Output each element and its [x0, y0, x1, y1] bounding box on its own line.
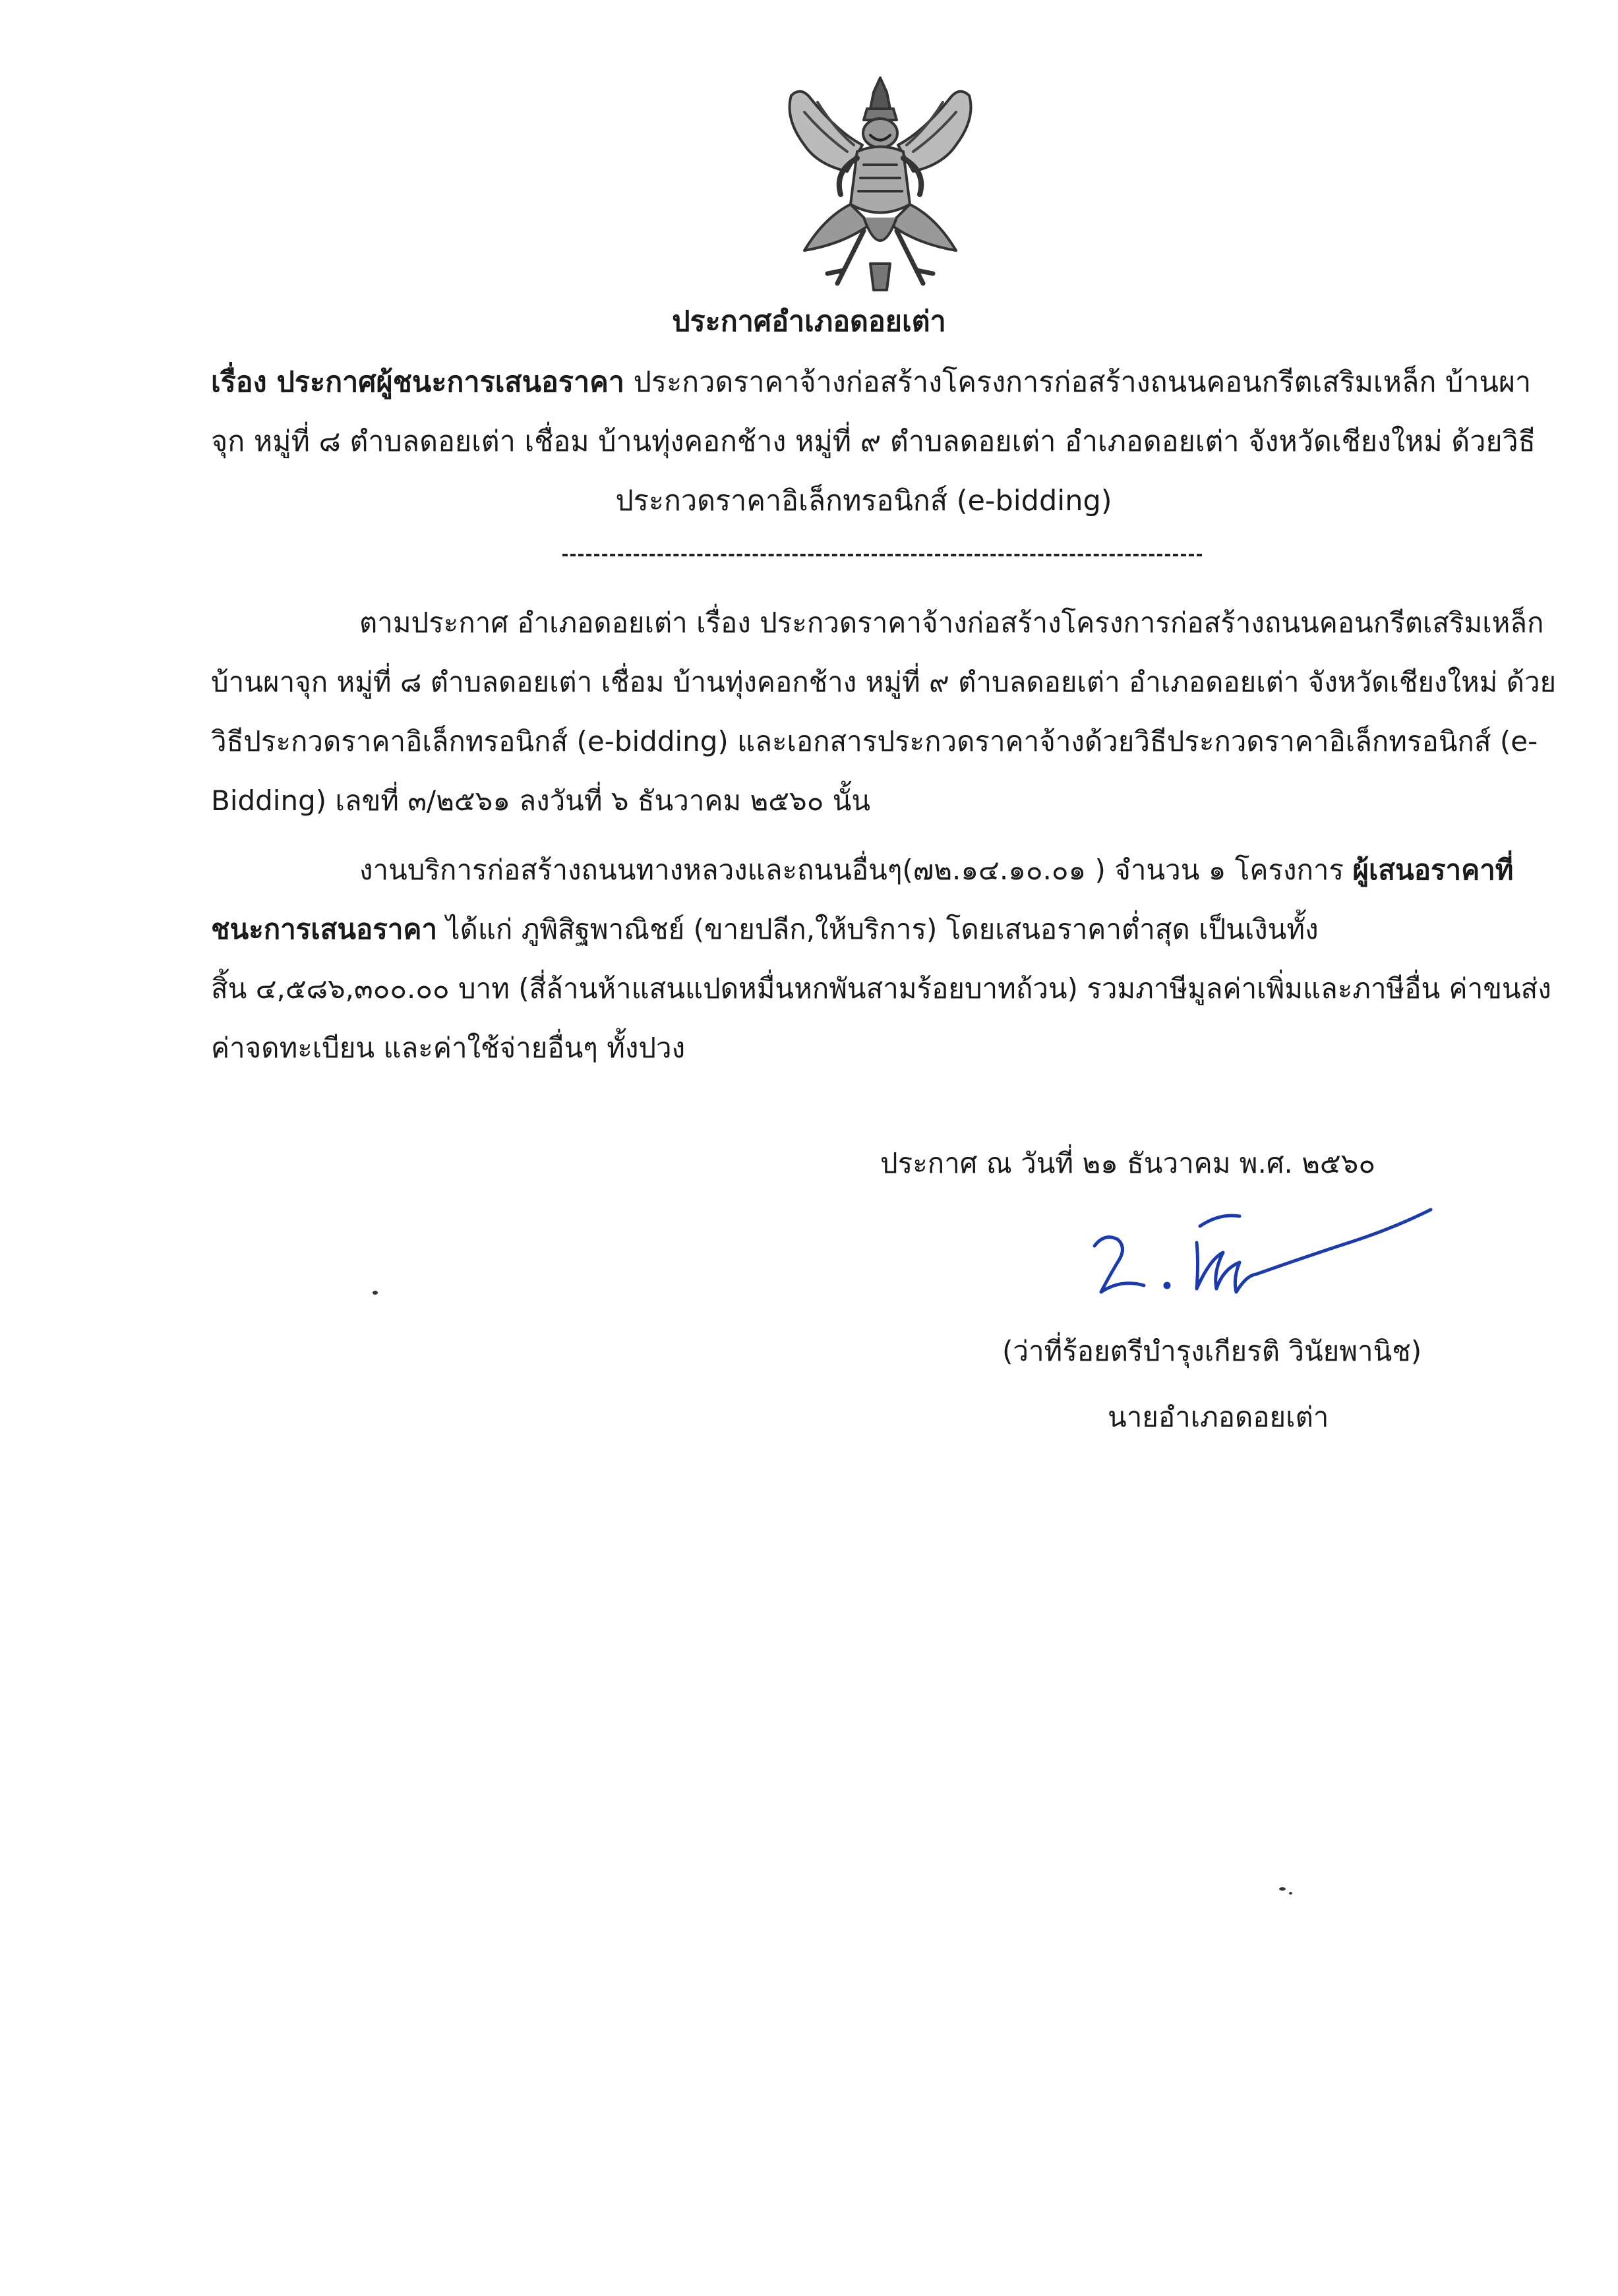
- signer-name: (ว่าที่ร้อยตรีบำรุงเกียรติ วินัยพานิช): [1002, 1335, 1422, 1367]
- paragraph-winner: [211, 840, 1551, 1078]
- subject-label: เรื่อง ประกาศผู้ชนะการเสนอราคา: [211, 366, 625, 399]
- paragraph-line: [211, 840, 1523, 900]
- scan-speck: [1289, 1892, 1292, 1895]
- subject-line-1: [211, 353, 1532, 412]
- paragraph-line: [211, 900, 1523, 959]
- scan-speck: [1279, 1887, 1286, 1891]
- paragraph-reference: [211, 593, 1557, 831]
- paragraph-line: วิธีประกวดราคาอิเล็กทรอนิกส์ (e-bidding) และเอกสารประกวดราคาจ้างด้วยวิธีประกวดราคาอิเล็กทรอนิกส์ (e-: [211, 725, 1538, 757]
- garuda-emblem-icon: [765, 73, 996, 297]
- service-text: งานบริการก่อสร้างถนนทางหลวงและถนนอื่นๆ(๗๒.๑๔.๑๐.๐๑ ) จำนวน ๑ โครงการ: [359, 854, 1353, 886]
- separator-line: [562, 554, 1202, 556]
- handwritten-signature-icon: [1081, 1196, 1437, 1309]
- subject-block: [211, 353, 1536, 531]
- subject-line-3: ประกวดราคาอิเล็กทรอนิกส์ (e-bidding): [615, 485, 1112, 517]
- winner-label: ผู้เสนอราคาที่: [1352, 854, 1514, 886]
- winner-label-cont: ชนะการเสนอราคา: [211, 913, 438, 945]
- subject-line-2: จุก หมู่ที่ ๘ ตำบลดอยเต่า เชื่อม บ้านทุ่งคอกช้าง หมู่ที่ ๙ ตำบลดอยเต่า อำเภอดอยเต่า จังหวัดเชียงใหม่ ด้วยวิธี: [211, 425, 1536, 458]
- paragraph-line: ตามประกาศ อำเภอดอยเต่า เรื่อง ประกวดราคาจ้างก่อสร้างโครงการก่อสร้างถนนคอนกรีตเสริมเหล็ก: [359, 606, 1544, 639]
- paragraph-line: Bidding) เลขที่ ๓/๒๕๖๑ ลงวันที่ ๖ ธันวาคม ๒๕๖๐ นั้น: [211, 784, 871, 817]
- paragraph-line: บ้านผาจุก หมู่ที่ ๘ ตำบลดอยเต่า เชื่อม บ้านทุ่งคอกช้าง หมู่ที่ ๙ ตำบลดอยเต่า อำเภอดอยเต่า จังหวัดเชียงใหม่ ด้วย: [211, 666, 1557, 698]
- paragraph-line: สิ้น ๔,๕๘๖,๓๐๐.๐๐ บาท (สี่ล้านห้าแสนแปดหมื่นหกพันสามร้อยบาทถ้วน) รวมภาษีมูลค่าเพิ่มและภาษีอื่น ค่าขนส่ง: [211, 972, 1551, 1005]
- signer-title: นายอำเภอดอยเต่า: [1108, 1401, 1329, 1433]
- paragraph-line: ค่าจดทะเบียน และค่าใช้จ่ายอื่นๆ ทั้งปวง: [211, 1032, 686, 1064]
- announce-date: ประกาศ ณ วันที่ ๒๑ ธันวาคม พ.ศ. ๒๕๖๐: [880, 1147, 1375, 1179]
- scan-speck: [373, 1291, 378, 1295]
- office-heading: ประกาศอำเภอดอยเต่า: [672, 305, 946, 338]
- winner-text: ได้แก่ ภูพิสิฐพาณิชย์ (ขายปลีก,ให้บริการ) โดยเสนอราคาต่ำสุด เป็นเงินทั้ง: [437, 913, 1319, 945]
- subject-text: ประกวดราคาจ้างก่อสร้างโครงการก่อสร้างถนนคอนกรีตเสริมเหล็ก บ้านผา: [624, 366, 1532, 399]
